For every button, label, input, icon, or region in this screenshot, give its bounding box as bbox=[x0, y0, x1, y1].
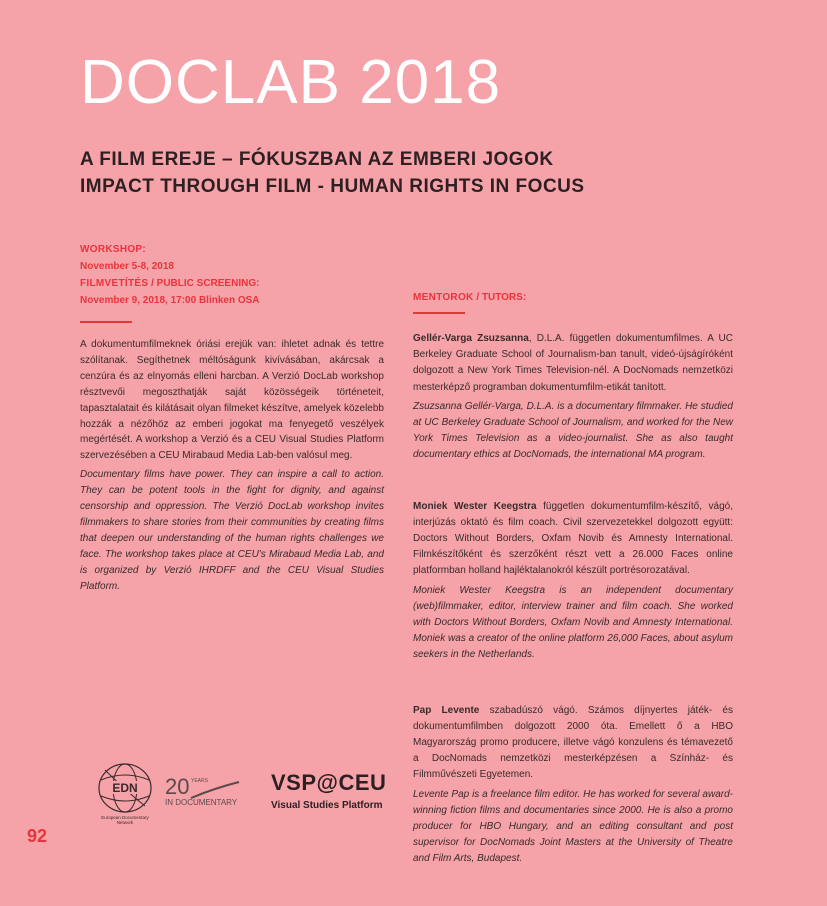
intro-hungarian: A dokumentumfilmeknek óriási erejük van: ihletet adnak és tettre szólítanak. Segíthetnek méltóságunk kivívásában, akárcsak a cenzúra és az elnyomás elleni harcban. A Verzió DocLab workshop résztvevői megoszthatják saját közösségeik történeteit, tapasztalatait és kilátásait olyan filmeket készítve, amelyek közelebb hozzák a nézőhöz az emberi jogokat ma fenyegető veszélyek megértését. A workshop a Verzió és a CEU Visual Studies Platform szervezésében a CEU Mirabaud Media Lab-ben valósul meg. bbox=[80, 339, 384, 462]
page-number: 92 bbox=[27, 826, 48, 846]
vsp-ceu-logo bbox=[271, 770, 386, 811]
tutor-name: Gellér-Varga Zsuzsanna bbox=[413, 333, 529, 344]
edn-logo bbox=[95, 760, 155, 830]
event-info bbox=[80, 241, 260, 309]
tutor-entry bbox=[413, 703, 733, 868]
intro-english: Documentary films have power. They can inspire a call to action. They can be potent tools in the fight for dignity, and against censorship and oppression. The Verzió DocLab workshop invites filmmakers to share stories from their communities by creating films that deepen our understanding of the human rights challenges we face. The workshop takes place at CEU's Mirabaud Media Lab, and is organized by Verzió IHRDFF and the CEU Visual Studies Platform. bbox=[80, 469, 384, 592]
tutors-heading-hu: MENTOROK bbox=[413, 292, 474, 303]
twenty-years-logo bbox=[165, 772, 245, 812]
tutor-bio-hu-text: független dokumentumfilm-készítő, vágó, interjúzás oktató és film coach. Civil szervezetekkel dolgozott együtt: Doctors Without Borders, Oxfam Novib és Amnesty International. Filmkészítőként és szerzőként részt vett a 26.000 Faces online platformban holland hajléktalanokról készült portrésorozatával. bbox=[413, 500, 734, 577]
tutor-bio-hu bbox=[413, 499, 733, 580]
edn-globe-icon bbox=[95, 760, 155, 816]
tutor-bio-hu bbox=[413, 331, 733, 396]
tutor-bio-hu-text: szabadúszó vágó. Számos díjnyertes játék- és dokumentumfilmben dolgozott 2000 óta. Emellett ő a HBO Magyarország promo producere, illetve vágó konzulens és témavezető a DocNomads nemzetközi mesterképzésen a Színház- és Filmművészeti Egyetemen. bbox=[413, 704, 733, 781]
tutors-heading-en: / TUTORS: bbox=[476, 292, 527, 303]
tutor-entry bbox=[413, 499, 733, 664]
tutor-bio-en: Zsuzsanna Gellér-Varga, D.L.A. is a documentary filmmaker. He studied at UC Berkeley Graduate School of Journalism, and worked for the New York Times Television as a video-journalist. She as also taught documentary ethics at DocNomads, the international MA program. bbox=[413, 400, 733, 461]
page-title: DOCLAB 2018 bbox=[80, 48, 502, 117]
twenty-doc-label: IN DOCUMENTARY bbox=[165, 798, 238, 807]
tutor-name: Pap Levente bbox=[413, 704, 480, 716]
screening-label bbox=[80, 275, 260, 292]
tutor-name: Moniek Wester Keegstra bbox=[413, 500, 537, 512]
screening-date: November 9, 2018, 17:00 Blinken OSA bbox=[80, 295, 260, 306]
subtitle-english: IMPACT THROUGH FILM - HUMAN RIGHTS IN FOCUS bbox=[80, 176, 585, 197]
screening-label-en: / PUBLIC SCREENING: bbox=[151, 278, 260, 289]
vsp-subtitle: Visual Studies Platform bbox=[271, 800, 383, 811]
tutor-bio-en: Levente Pap is a freelance film editor. He has worked for several award-winning fiction films and documentaries since 2000. He is also a promo producer for HBO Hungary, and an editing consultant and post supervisor for DocNomads Joint Masters at the University of Theatre and Film Arts, Budapest. bbox=[413, 788, 733, 865]
screening-label-hu: FILMVETÍTÉS bbox=[80, 278, 149, 289]
workshop-label: WORKSHOP: bbox=[80, 244, 147, 255]
edn-logo-text: EDN bbox=[112, 781, 138, 795]
workshop-date: November 5-8, 2018 bbox=[80, 261, 174, 272]
twenty-years-label: YEARS bbox=[191, 778, 208, 784]
edn-caption: European Documentary Network bbox=[101, 815, 149, 825]
tutor-bio-en: Moniek Wester Keegstra is an independent documentary (web)filmmaker, editor, interview trainer and film coach. She worked with Doctors Without Borders, Oxfam Novib and Amnesty International. Moniek was a creator of the online platform 26,000 Faces, about asylum seekers in the Netherlands. bbox=[413, 584, 733, 661]
intro-column bbox=[80, 337, 384, 595]
tutors-column bbox=[413, 331, 733, 868]
subtitle-hungarian: A FILM EREJE – FÓKUSZBAN AZ EMBERI JOGOK bbox=[80, 149, 554, 170]
tutor-entry bbox=[413, 331, 733, 464]
divider-right bbox=[413, 312, 465, 314]
tutor-bio-hu bbox=[413, 703, 733, 784]
tutors-heading bbox=[413, 292, 526, 303]
swoosh-icon bbox=[189, 780, 241, 800]
tutor-bio-hu-text: , D.L.A. független dokumentumfilmes. A UC Berkeley Graduate School of Journalism-ban tanult, videó-újságíróként dolgozott a New York Times Television-nél. A DocNomads nemzetközi mesterképző programban dokumentumfilm-etikát tanított. bbox=[413, 333, 733, 393]
divider-left bbox=[80, 321, 132, 323]
twenty-number: 20 bbox=[165, 774, 190, 799]
vsp-title: VSP@CEU bbox=[271, 770, 387, 795]
partner-logos bbox=[95, 760, 405, 835]
